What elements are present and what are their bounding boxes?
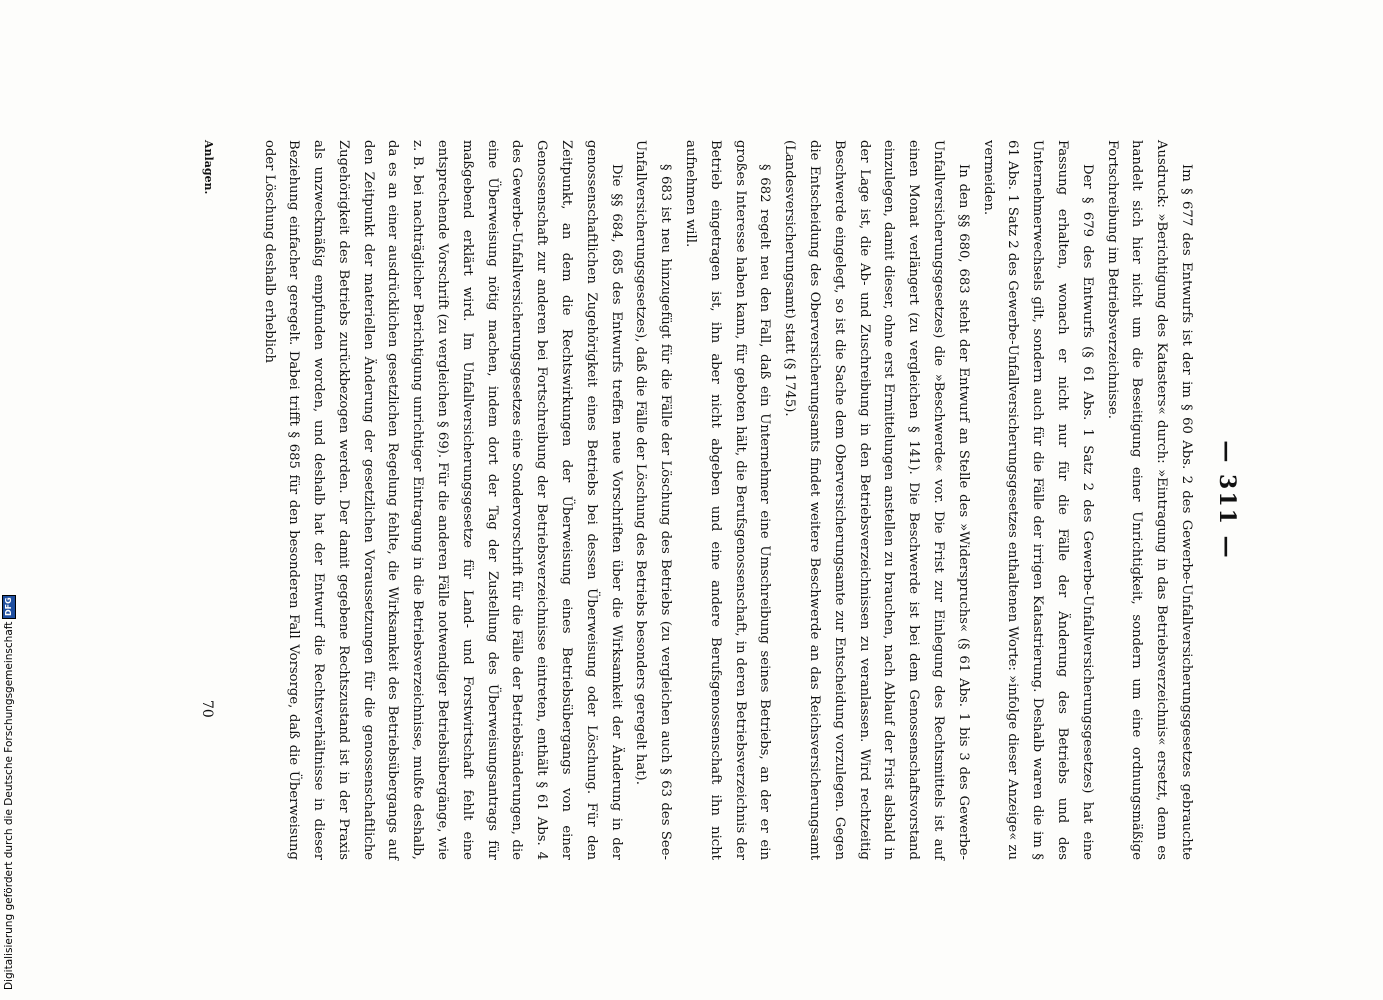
paragraph: § 682 regelt neu den Fall, daß ein Unternehmer eine Umschreibung seines Betriebs, an der er ein großes Interesse haben kann, für geboten hält, die Berufsgenossenschaft, in deren Betriebsverzeichnis der Betrieb eingetragen ist, ihn aber nicht abgeben und eine andere Berufsgenossenschaft ihn nicht aufnehmen will. bbox=[683, 140, 773, 860]
paragraph: In den §§ 680, 683 steht der Entwurf an Stelle des »Widerspruchs« (§ 61 Abs. 1 bis 3 des Gewerbe-Unfallversicherungsgesetzes) die »Beschwerde« vor. Die Frist zur Einlegung des Rechtsmittels ist auf einen Monat verlängert (zu vergleichen § 141). Die Beschwerde ist bei dem Genossenschaftsvorstand einzulegen, damit dieser, ohne erst Ermittelungen anstellen zu brauchen, nach Ablauf der Frist alsbald in der Lage ist, die Ab- und Zuschreibung in den Betriebsverzeichnissen zu veranlassen. Wird rechtzeitig Beschwerde eingelegt, so ist die Sache dem Oberversicherungsamte zur Entscheidung vorzulegen. Gegen die Entscheidung des Oberversicherungsamts findet weitere Beschwerde an das Reichsversicherungsamt (Landesversicherungsamt) statt (§ 1745). bbox=[782, 140, 971, 860]
paragraph: Der § 679 des Entwurfs (§ 61 Abs. 1 Satz 2 des Gewerbe-Unfallversicherungsgesetzes) hat eine Fassung erhalten, wonach er nicht nur für die Fälle der Änderung des Betriebs und des Unternehmerwechsels gilt, sondern auch für die Fälle der irrigen Katastrierung. Deshalb waren die im § 61 Abs. 1 Satz 2 des Gewerbe-Unfallversicherungsgesetzes enthaltenen Worte: »infolge dieser Anzeige« zu vermeiden. bbox=[980, 140, 1095, 860]
page-number: — 311 — bbox=[1214, 440, 1240, 560]
dfg-logo-icon: DFG bbox=[2, 595, 16, 619]
credit-text: Digitalisierung gefördert durch die Deutsche Forschungsgemeinschaft bbox=[3, 621, 15, 990]
paragraph: Im § 677 des Entwurfs ist der im § 60 Abs. 2 des Gewerbe-Unfallversicherungsgesetzes gebrauchte Ausdruck: »Berichtigung des Katasters« durch: »Eintragung in das Betriebsverzeichnis« ersetzt, denn es handelt sich hier nicht um die Beseitigung einer Unrichtigkeit, sondern um eine ordnungsmäßige Fortschreibung im Betriebsverzeichnisse. bbox=[1104, 140, 1194, 860]
body-text bbox=[256, 140, 1198, 860]
rotated-page-content bbox=[160, 140, 1240, 860]
paragraph: Die §§ 684, 685 des Entwurfs treffen neue Vorschriften über die Wirksamkeit der Änderung in der genossenschaftlichen Zugehörigkeit eines Betriebs bei dessen Überweisung oder Löschung. Für den Zeitpunkt, an dem die Rechtswirkungen der Überweisung eines Betriebsübergangs von einer Genossenschaft zur anderen bei Fortschreibung der Betriebsverzeichnisse eintreten, enthält § 61 Abs. 4 des Gewerbe-Unfallversicherungsgesetzes eine Sondervorschrift für die Fälle der Betriebsänderungen, die eine Überweisung nötig machen, indem dort der Tag der Zustellung des Überweisungsantrags für maßgebend erklärt wird. Im Unfallversicherungsgesetze für Land- und Forstwirtschaft fehlt eine entsprechende Vorschrift (zu vergleichen § 69). Für die anderen Fälle notwendiger Betriebsübergänge, wie z. B. bei nachträglicher Berichtigung unrichtiger Eintragung in die Betriebsverzeichnisse, mußte deshalb, da es an einer ausdrücklichen gesetzlichen Regelung fehlte, die Wirksamkeit des Betriebsübergangs auf den Zeitpunkt der materiellen Änderung der gesetzlichen Voraussetzungen für die genossenschaftliche Zugehörigkeit des Betriebs zurückbezogen werden. Der damit gegebene Rechtszustand ist in der Praxis als unzweckmäßig empfunden worden, und deshalb hat der Entwurf die Rechtsverhältnisse in dieser Beziehung einfacher geregelt. Dabei trifft § 685 für den besonderen Fall Vorsorge, daß die Überweisung oder Löschung deshalb erheblich bbox=[261, 140, 624, 860]
paragraph: § 683 ist neu hinzugefügt für die Fälle der Löschung des Betriebs (zu vergleichen auch § 63 des See-Unfallversicherungsgesetzes), daß die Fälle der Löschung des Betriebs besonders geregelt hat). bbox=[633, 140, 674, 860]
footer-sheet-number: 70 bbox=[199, 700, 215, 718]
footer-signature: Anlagen. bbox=[202, 140, 215, 195]
digitization-credit bbox=[2, 595, 16, 990]
